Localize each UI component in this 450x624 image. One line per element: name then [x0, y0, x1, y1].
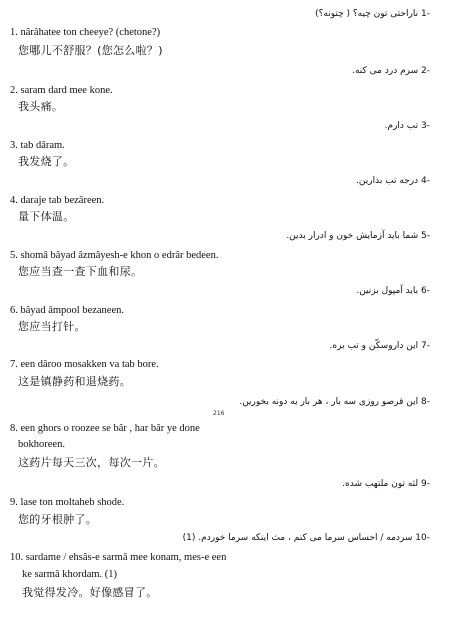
transliteration-9: 9. lase ton moltaheb shode. — [10, 497, 125, 508]
transliteration-10: 10. sardame / ehsâs-e sarmâ mee konam, mes-e een — [10, 552, 227, 563]
transliteration-3: 3. tab dâram. — [10, 140, 65, 151]
page-number: 216 — [213, 410, 225, 417]
chinese-translation-1: 您哪儿不舒服？(您怎么啦？) — [18, 44, 163, 57]
transliteration-6: 6. bâyad âmpool bezaneen. — [10, 305, 124, 316]
persian-phrase-8: -8 این قرصو روزی سه بار ، هر بار یه دونه بخورین. — [239, 397, 430, 407]
persian-phrase-4: -4 درجه تب بذارین. — [356, 176, 430, 186]
persian-phrase-5: -5 شما باید آزمایش خون و ادرار بدین. — [286, 231, 430, 241]
transliteration-5: 5. shomâ bâyad âzmâyesh-e khon o edrâr bedeen. — [10, 250, 219, 261]
chinese-translation-2: 我头痛。 — [18, 100, 64, 113]
persian-phrase-6: -6 باید آمپول بزنین. — [356, 286, 430, 296]
persian-phrase-1: -1 ناراحتی تون چیه؟ ( چتونه؟) — [315, 9, 430, 19]
transliteration-7: 7. een dâroo mosakken va tab bore. — [10, 359, 159, 370]
transliteration-4: 4. daraje tab bezâreen. — [10, 195, 105, 206]
transliteration-8-continued: bokhoreen. — [18, 439, 65, 450]
transliteration-1: 1. nârâhatee ton cheeye? (chetone?) — [10, 27, 161, 38]
transliteration-10-continued: ke sarmâ khordam. (1) — [22, 569, 118, 580]
persian-phrase-2: -2 سرم درد می کنه. — [352, 66, 430, 76]
persian-phrase-10: -10 سردمه / احساس سرما می کنم ، مث اینکه سرما خوردم. (1) — [182, 533, 430, 543]
chinese-translation-4: 量下体温。 — [18, 210, 75, 223]
persian-phrase-3: -3 تب دارم. — [384, 121, 430, 131]
transliteration-8: 8. een ghors o roozee se bâr , har bâr ye done — [10, 423, 200, 434]
persian-phrase-7: -7 این داروسکّن و تب بره. — [329, 341, 430, 351]
chinese-translation-3: 我发烧了。 — [18, 155, 75, 168]
persian-phrase-9: -9 لثه تون ملتهب شده. — [342, 479, 430, 489]
transliteration-2: 2. saram dard mee kone. — [10, 85, 113, 96]
chinese-translation-9: 您的牙根肿了。 — [18, 513, 98, 526]
chinese-translation-8: 这药片每天三次，每次一片。 — [18, 456, 165, 469]
chinese-translation-10: 我觉得发冷。好像感冒了。 — [22, 586, 158, 599]
chinese-translation-7: 这是镇静药和退烧药。 — [18, 375, 131, 388]
chinese-translation-5: 您应当查一查下血和尿。 — [18, 265, 143, 278]
chinese-translation-6: 您应当打针。 — [18, 320, 86, 333]
